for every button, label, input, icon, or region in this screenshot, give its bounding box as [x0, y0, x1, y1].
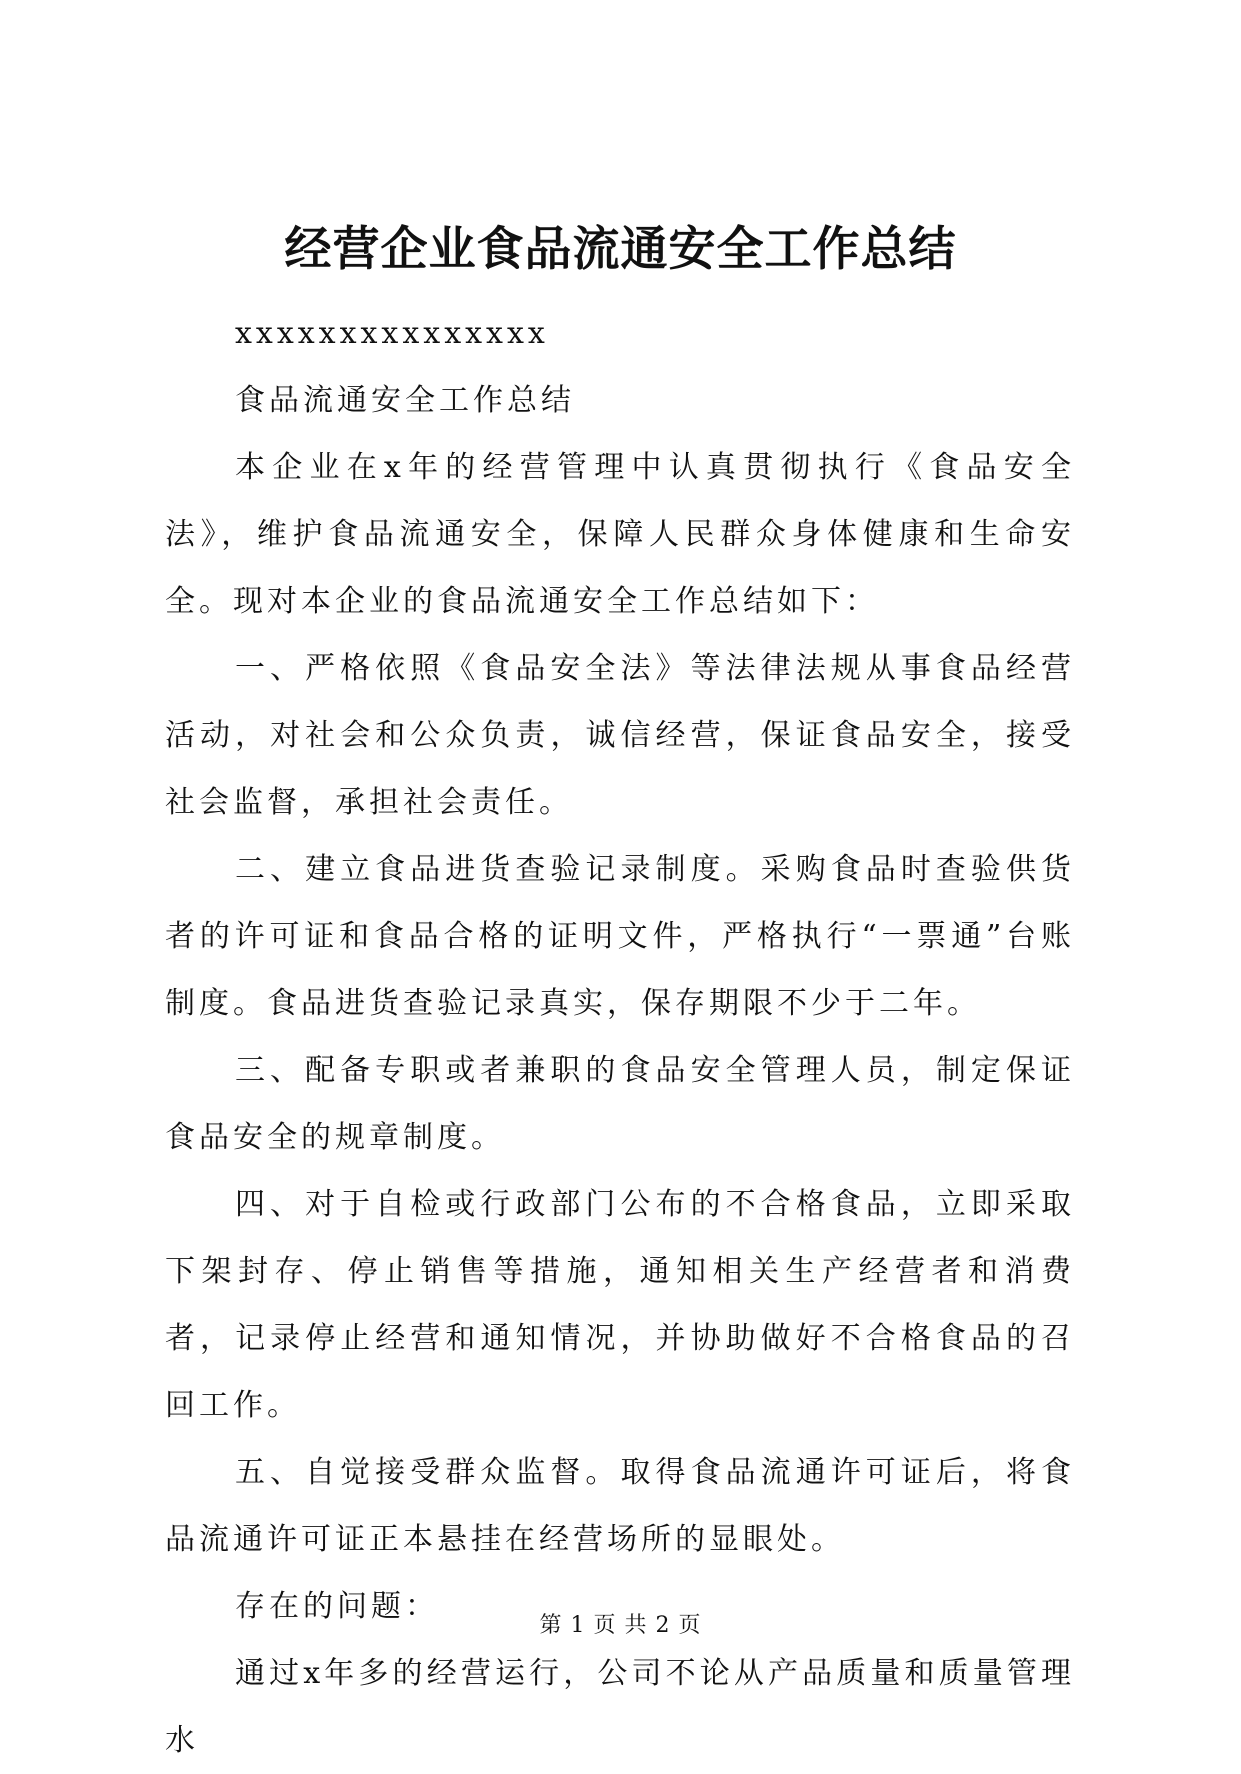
paragraph-item-1: 一、严格依照《食品安全法》等法律法规从事食品经营活动，对社会和公众负责，诚信经营，保证食品安全，接受社会监督，承担社会责任。	[165, 651, 1075, 820]
page-number-footer: 第 1 页 共 2 页	[539, 1613, 702, 1638]
intro-paragraph: 本企业在x年的经营管理中认真贯彻执行《食品安全法》，维护食品流通安全，保障人民群众身体健康和生命安全。现对本企业的食品流通安全工作总结如下：	[165, 450, 1075, 619]
document-body	[165, 300, 1075, 1774]
problems-heading: 存在的问题：	[235, 1589, 439, 1624]
problems-paragraph: 通过x年多的经营运行，公司不论从产品质量和质量管理水	[165, 1656, 1075, 1758]
subtitle-paragraph: 食品流通安全工作总结	[235, 383, 575, 418]
author-placeholder: xxxxxxxxxxxxxxx	[235, 316, 549, 351]
paragraph-item-4: 四、对于自检或行政部门公布的不合格食品，立即采取下架封存、停止销售等措施，通知相关生产经营者和消费者，记录停止经营和通知情况，并协助做好不合格食品的召回工作。	[165, 1187, 1075, 1423]
document-title: 经营企业食品流通安全工作总结	[284, 222, 957, 277]
paragraph-item-3: 三、配备专职或者兼职的食品安全管理人员，制定保证食品安全的规章制度。	[165, 1053, 1075, 1155]
paragraph-item-2: 二、建立食品进货查验记录制度。采购食品时查验供货者的许可证和食品合格的证明文件，严格执行“一票通”台账制度。食品进货查验记录真实，保存期限不少于二年。	[165, 852, 1075, 1021]
paragraph-item-5: 五、自觉接受群众监督。取得食品流通许可证后，将食品流通许可证正本悬挂在经营场所的显眼处。	[165, 1455, 1075, 1557]
